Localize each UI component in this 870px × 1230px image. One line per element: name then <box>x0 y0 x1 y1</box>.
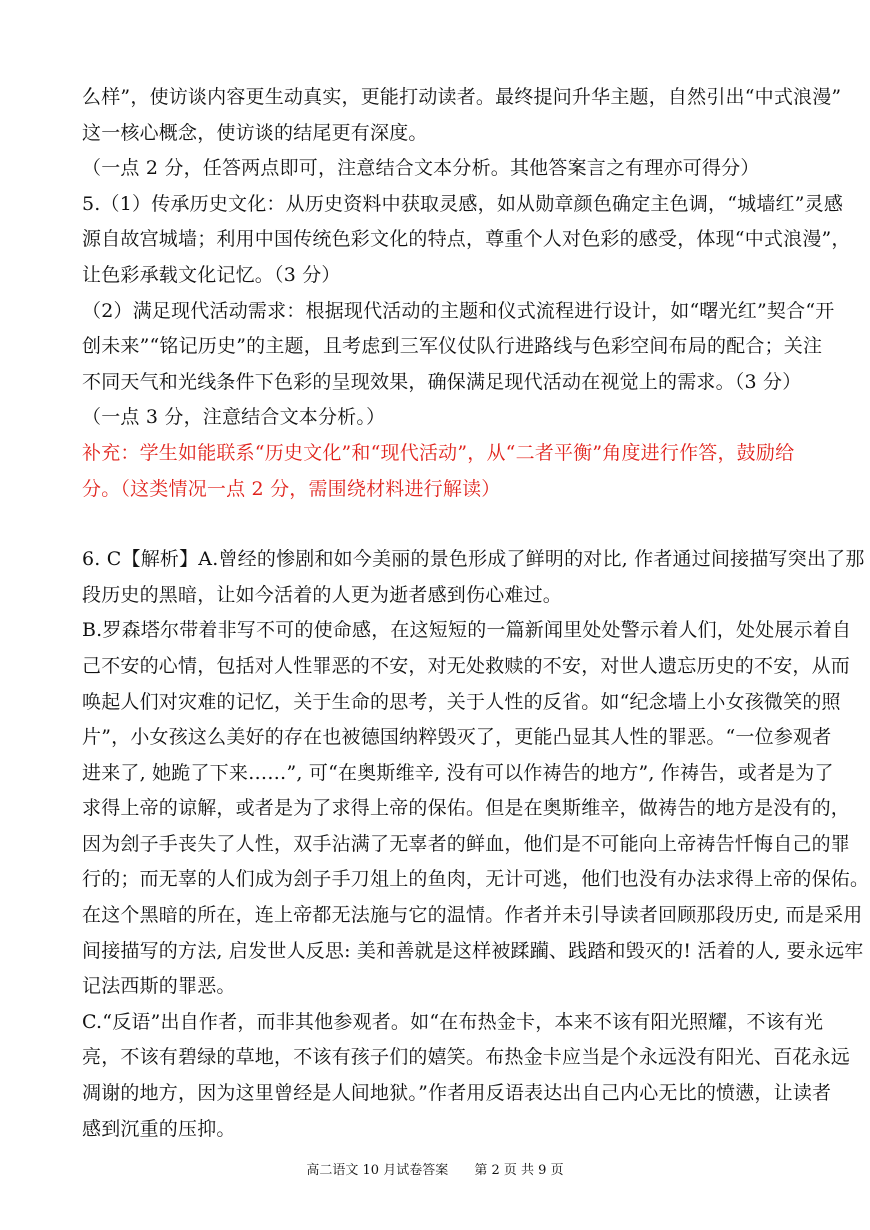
q5-line: 创未来”“铭记历史”的主题，且考虑到三军仪仗队行进路线与色彩空间布局的配合；关注 <box>82 335 823 358</box>
q6-line: 片”，小女孩这么美好的存在也被德国纳粹毁灭了，更能凸显其人性的罪恶。“一位参观者 <box>82 726 832 749</box>
q5-line: 源自故宫城墙；利用中国传统色彩文化的特点，尊重个人对色彩的感受，体现“中式浪漫”， <box>82 228 851 251</box>
q6-line: 求得上帝的谅解，或者是为了求得上帝的保佑。但是在奥斯维辛，做祷告的地方是没有的， <box>82 797 851 820</box>
page-footer <box>0 1159 870 1178</box>
q5-line: 让色彩承载文化记忆。（3 分） <box>82 263 341 286</box>
q6-line: 6. C【解析】A.曾经的惨剧和如今美丽的景色形成了鲜明的对比, 作者通过间接描写突出了那 <box>82 548 865 571</box>
q6-line: 唤起人们对灾难的记忆，关于生命的思考，关于人性的反省。如“纪念墙上小女孩微笑的照 <box>82 690 841 713</box>
answer-page <box>82 80 870 1147</box>
q6-line: 在这个黑暗的所在，连上帝都无法施与它的温情。作者并未引导读者回顾那段历史, 而是采用 <box>82 904 863 927</box>
q6-line: 进来了, 她跪了下来……”, 可“在奥斯维辛, 没有可以作祷告的地方”, 作祷告，或者是为了 <box>82 761 834 784</box>
supplement-line: 分。（这类情况一点 2 分，需围绕材料进行解读） <box>82 477 501 500</box>
footer-page-info: 第 2 页 共 9 页 <box>474 1163 564 1178</box>
q5-line: 5.（1）传承历史文化：从历史资料中获取灵感，如从勋章颜色确定主色调，“城墙红”灵感 <box>82 192 844 215</box>
block1-line: 这一核心概念，使访谈的结尾更有深度。 <box>82 121 428 144</box>
q6-line: 感到沉重的压抑。 <box>82 1117 236 1140</box>
q5-supplement-note <box>82 436 795 507</box>
block1-line: 么样”，使访谈内容更生动真实，更能打动读者。最终提问升华主题，自然引出“中式浪漫” <box>82 86 842 108</box>
q6-line: 行的；而无辜的人们成为刽子手刀俎上的鱼肉，无计可逃，他们也没有办法求得上帝的保佑。 <box>82 868 870 891</box>
q6-line: 段历史的黑暗，让如今活着的人更为逝者感到伤心难过。 <box>82 583 563 606</box>
q5-line: 不同天气和光线条件下色彩的呈现效果，确保满足现代活动在视觉上的需求。（3 分） <box>82 370 802 393</box>
q6-line: 己不安的心情，包括对人性罪恶的不安，对无处救赎的不安，对世人遗忘历史的不安，从而 <box>82 654 851 677</box>
footer-doc-title: 高二语文 10 月试卷答案 <box>306 1163 449 1178</box>
q5-answer <box>82 187 851 436</box>
q6-line: B.罗森塔尔带着非写不可的使命感，在这短短的一篇新闻里处处警示着人们，处处展示着自 <box>82 619 852 642</box>
paragraph-gap <box>82 507 790 542</box>
q6-answer <box>82 542 870 1147</box>
supplement-line: 补充：学生如能联系“历史文化”和“现代活动”，从“二者平衡”角度进行作答，鼓励给 <box>82 441 795 464</box>
q6-line: 因为刽子手丧失了人性，双手沾满了无辜者的鲜血，他们是不可能向上帝祷告忏悔自己的罪 <box>82 832 851 855</box>
q5-line: （一点 3 分，注意结合文本分析。） <box>82 406 386 429</box>
q6-line: 记法西斯的罪恶。 <box>82 975 236 998</box>
q6-line: 亮，不该有碧绿的草地，不该有孩子们的嬉笑。布热金卡应当是个永远没有阳光、百花永远 <box>82 1046 851 1069</box>
q4-answer-continuation <box>82 80 842 187</box>
block1-line: （一点 2 分，任答两点即可，注意结合文本分析。其他答案言之有理亦可得分） <box>82 157 760 180</box>
q6-line: 凋谢的地方，因为这里曾经是人间地狱。”作者用反语表达出自己内心无比的愤懑，让读者 <box>82 1082 832 1105</box>
q6-line: C.“反语”出自作者，而非其他参观者。如“在布热金卡，本来不该有阳光照耀，不该有光 <box>82 1010 824 1033</box>
q5-line: （2）满足现代活动需求：根据现代活动的主题和仪式流程进行设计，如“曙光红”契合“开 <box>82 299 835 322</box>
q6-line: 间接描写的方法, 启发世人反思: 美和善就是这样被蹂躏、践踏和毁灭的! 活着的人, 要永远牢 <box>82 939 864 962</box>
